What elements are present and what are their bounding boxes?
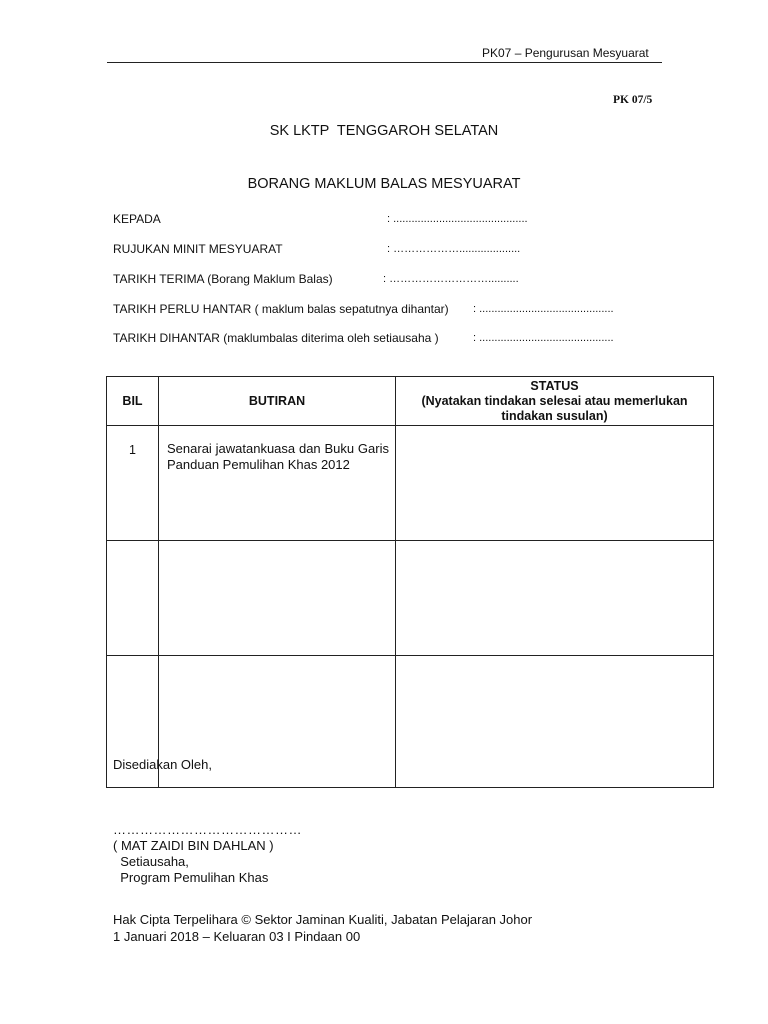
field-kepada-value: : ............................................ (387, 213, 528, 225)
table-row (107, 541, 714, 656)
prepared-by-label: Disediakan Oleh, (113, 757, 212, 772)
field-perlu-hantar-label: TARIKH PERLU HANTAR ( maklum balas sepatutnya dihantar) (113, 302, 449, 316)
header-status-subtitle: (Nyatakan tindakan selesai atau memerlukan tindakan susulan) (421, 393, 688, 423)
field-perlu-hantar-value: : ............................................ (473, 303, 614, 315)
table-header-row (107, 377, 714, 426)
header-bil: BIL (107, 377, 159, 426)
field-rujukan-value: : ……………….................... (387, 243, 521, 255)
footer-copyright: Hak Cipta Terpelihara © Sektor Jaminan Kualiti, Jabatan Pelajaran Johor (113, 912, 533, 927)
row-status (396, 426, 714, 541)
row-butiran: Senarai jawatankuasa dan Buku Garis Panduan Pemulihan Khas 2012 (159, 426, 396, 541)
form-title: BORANG MAKLUM BALAS MESYUARAT (247, 176, 521, 192)
footer-issue: 1 Januari 2018 – Keluaran 03 I Pindaan 00 (113, 929, 361, 944)
row-status (396, 656, 714, 788)
field-rujukan-label: RUJUKAN MINIT MESYUARAT (113, 242, 283, 256)
header-divider (107, 62, 662, 63)
header-status-title: STATUS (530, 378, 579, 393)
form-code: PK 07/5 (613, 94, 653, 106)
header-status (396, 377, 714, 426)
field-tarikh-terima-label: TARIKH TERIMA (Borang Maklum Balas) (113, 272, 333, 286)
field-kepada-label: KEPADA (113, 212, 161, 226)
row-bil (107, 541, 159, 656)
row-butiran (159, 541, 396, 656)
signatory-program: Program Pemulihan Khas (113, 870, 269, 885)
signatory-name: ( MAT ZAIDI BIN DAHLAN ) (113, 838, 274, 853)
running-header: PK07 – Pengurusan Mesyuarat (482, 46, 649, 60)
field-dihantar-value: : ............................................ (473, 332, 614, 344)
row-bil: 1 (107, 426, 159, 541)
header-butiran: BUTIRAN (159, 377, 396, 426)
feedback-table (106, 376, 714, 788)
row-status (396, 541, 714, 656)
school-name: SK LKTP TENGGAROH SELATAN (269, 123, 499, 139)
field-dihantar-label: TARIKH DIHANTAR (maklumbalas diterima oleh setiausaha ) (113, 331, 439, 345)
signatory-position: Setiausaha, (113, 854, 189, 869)
signature-line: …………………………………… (113, 822, 302, 837)
field-tarikh-terima-value: : ……………………….......... (383, 273, 519, 285)
table-row (107, 426, 714, 541)
